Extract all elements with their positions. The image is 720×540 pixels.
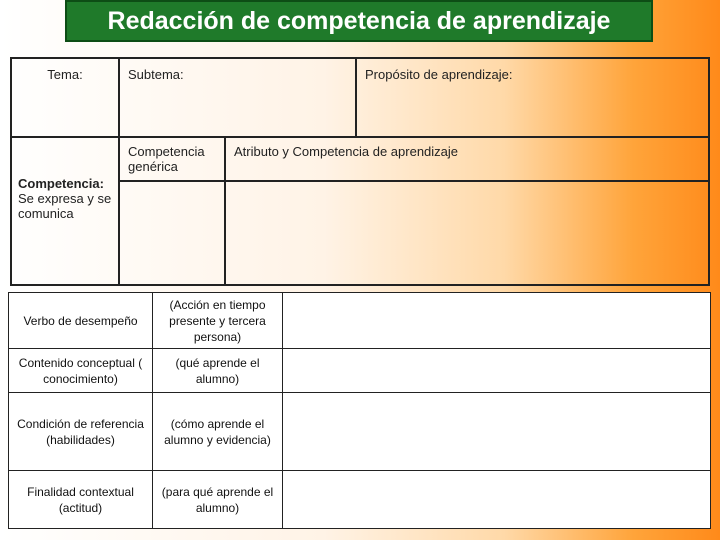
- competencia-text: Se expresa y se comunica: [18, 190, 112, 221]
- subtema-cell[interactable]: [119, 58, 356, 137]
- row-input[interactable]: [283, 349, 711, 393]
- atributo-cell: [225, 137, 709, 181]
- row-hint: (cómo aprende el alumno y evidencia): [153, 393, 283, 471]
- tema-label: Tema:: [47, 67, 83, 82]
- row-hint: (qué aprende el alumno): [153, 349, 283, 393]
- tema-cell[interactable]: [11, 58, 119, 137]
- table-row: [9, 471, 711, 529]
- row-label: Condición de referencia (habilidades): [9, 393, 153, 471]
- competencia-label: Competencia:: [18, 175, 104, 191]
- atributo-input[interactable]: [225, 181, 709, 285]
- competencia-generica-label: Competencia genérica: [128, 144, 205, 174]
- table-row: [9, 349, 711, 393]
- competency-header-table: [10, 57, 710, 286]
- row-hint: (Acción en tiempo presente y tercera persona): [153, 293, 283, 349]
- row-label: Contenido conceptual ( conocimiento): [9, 349, 153, 393]
- table-row: [9, 293, 711, 349]
- row-label: Verbo de desempeño: [9, 293, 153, 349]
- competencia-generica-cell: [119, 137, 225, 181]
- page-title: Redacción de competencia de aprendizaje: [65, 0, 653, 42]
- competencia-cell[interactable]: [11, 137, 119, 285]
- proposito-label: Propósito de aprendizaje:: [365, 67, 513, 82]
- row-input[interactable]: [283, 293, 711, 349]
- atributo-label: Atributo y Competencia de aprendizaje: [234, 144, 459, 159]
- row-hint: (para qué aprende el alumno): [153, 471, 283, 529]
- subtema-label: Subtema:: [128, 67, 184, 82]
- proposito-cell[interactable]: [356, 58, 709, 137]
- competency-detail-table: [8, 292, 711, 529]
- competencia-generica-input[interactable]: [119, 181, 225, 285]
- row-input[interactable]: [283, 471, 711, 529]
- row-input[interactable]: [283, 393, 711, 471]
- table-row: [9, 393, 711, 471]
- row-label: Finalidad contextual (actitud): [9, 471, 153, 529]
